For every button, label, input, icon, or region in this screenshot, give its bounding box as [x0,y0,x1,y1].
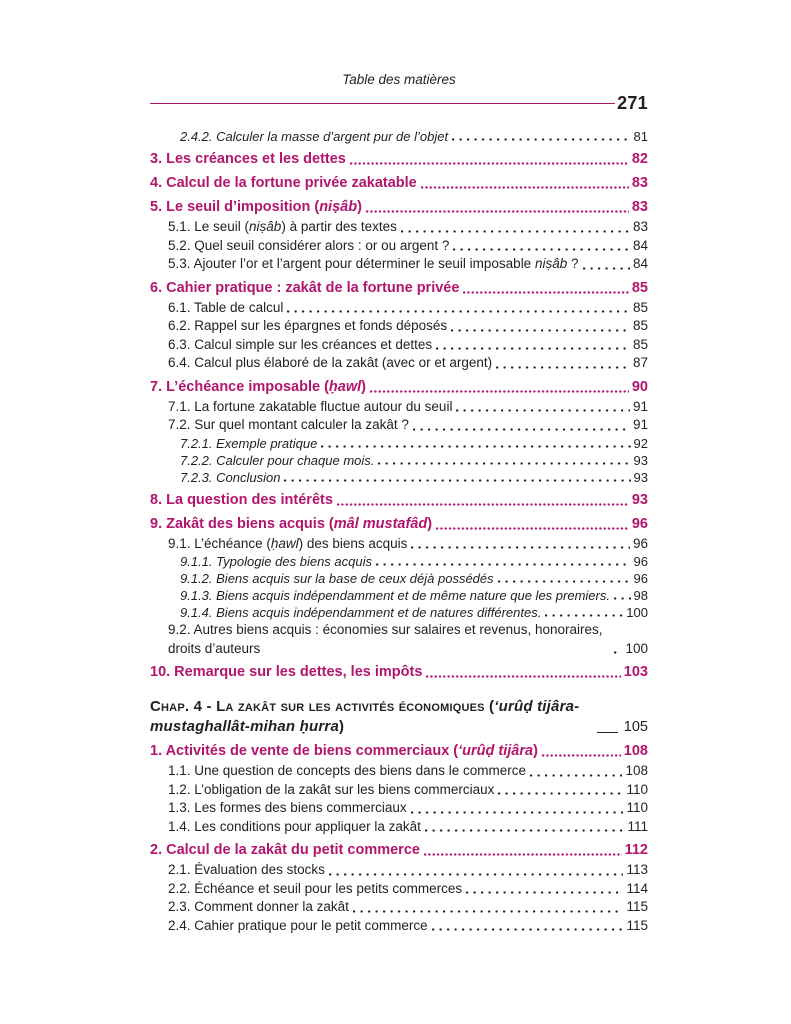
toc-entry [150,198,648,217]
toc-page-number: 110 [626,781,648,797]
toc-entry [150,452,648,469]
toc-entry-title: 9. Zakât des biens acquis (mâl mustafâd) [150,515,433,532]
toc-leader [451,329,630,332]
toc-page-number: 108 [623,743,648,759]
toc-entry-title: 2.4.2. Calculer la masse d’argent pur de l’objet [180,129,449,144]
toc-entry-title: 7.2.1. Exemple pratique [180,435,318,451]
toc-page-number: 81 [633,129,648,144]
toc-leader [452,138,630,141]
toc-page-number: 91 [632,417,648,432]
toc-leader [353,910,624,913]
toc-leader [466,891,623,894]
toc-leader [411,811,624,814]
toc-page-number: 85 [632,299,648,315]
toc-entry-title: 9.1. L’échéance (ḥawl) des biens acquis [168,535,408,551]
toc-page-number: 83 [632,219,648,234]
toc-entry-title: 5. Le seuil d’imposition (niṣâb) [150,199,362,215]
toc-entry [150,299,648,318]
toc-entry [150,742,648,761]
toc-entry [150,378,648,397]
toc-entry-title: 1. Activités de vente de biens commerciaux (‘urûḍ tijâra) [150,743,538,759]
toc-leader [436,527,629,530]
toc-entry [150,535,648,554]
toc-page-number: 100 [626,605,648,620]
toc-entry [150,237,648,256]
toc-entry-title: 2.3. Comment donner la zakât [168,899,349,914]
toc-page-number: 96 [631,515,648,532]
toc-leader [545,614,623,617]
toc-leader [370,390,629,393]
toc-page-number: 113 [626,862,648,877]
toc-leader [411,546,630,549]
toc-page-number: 87 [632,355,648,370]
toc-page-number: 84 [632,256,648,271]
toc-page-number: 82 [631,151,648,167]
toc-entry-title: 2.4. Cahier pratique pour le petit commerce [168,917,428,933]
toc-entry-title: 1.4. Les conditions pour appliquer la zakât [168,818,421,834]
toc-page-number: 110 [626,800,648,815]
toc-entry-title: 7.1. La fortune zakatable fluctue autour du seuil [168,398,453,414]
toc-entry-title: 6.3. Calcul simple sur les créances et dettes [168,336,433,352]
toc-page-number: 96 [633,554,648,569]
toc-leader [425,829,625,832]
toc-entry-title: 9.1.3. Biens acquis indépendamment et de même nature que les premiers. [180,588,610,603]
toc-leader [337,503,629,506]
toc-page-number: 84 [632,237,648,253]
toc-entry [150,174,648,193]
toc-page-number: 103 [623,664,648,680]
toc-entry-title: 7. L’échéance imposable (ḥawl) [150,378,366,395]
toc-entry-title: 5.1. Le seuil (niṣâb) à partir des textes [168,219,397,234]
toc-leader [424,853,622,856]
toc-entry [150,553,648,570]
toc-leader [413,428,630,431]
toc-entry [150,128,648,145]
toc-page-number: 92 [633,435,648,451]
toc-entry [150,317,648,336]
toc-entry-title: 9.1.1. Typologie des biens acquis [180,554,372,569]
toc-leader [287,310,630,313]
toc-entry [150,218,648,237]
toc-entry-title: 9.2. Autres biens acquis : économies sur salaires et revenus, honoraires, droits d’auteurs [168,622,603,656]
toc-leader [366,210,629,213]
toc-page-number: 112 [624,842,648,858]
toc-leader [498,580,631,583]
toc-entry [150,621,648,658]
toc-page-number: 85 [632,318,648,333]
toc-leader [614,597,631,600]
toc-page-number: 108 [625,763,648,778]
toc-page-number: 98 [633,588,648,603]
toc-page-number: 93 [633,452,648,468]
toc-entry [150,336,648,355]
toc-entry [150,435,648,452]
toc-leader [583,267,630,270]
toc-leader [284,479,630,482]
toc-entry-title: 2.1. Évaluation des stocks [168,862,325,877]
toc-page-number: 85 [631,279,648,296]
running-header [150,72,648,114]
toc-leader [453,248,630,251]
toc-leader [597,732,618,733]
toc-list [150,128,648,935]
toc-entry [150,604,648,621]
toc-chapter-heading [150,697,648,737]
folio-page-number: 271 [617,93,648,113]
toc-leader [530,774,623,777]
toc-entry-title: 5.3. Ajouter l’or et l’argent pour déterminer le seuil imposable niṣâb ? [168,256,579,271]
toc-entry-title: 1.1. Une question de concepts des biens dans le commerce [168,763,526,778]
toc-entry [150,799,648,818]
toc-entry-title: 7.2.3. Conclusion [180,469,281,485]
toc-entry-title: 3. Les créances et les dettes [150,151,346,167]
toc-entry-title: 1.3. Les formes des biens commerciaux [168,800,407,815]
toc-leader [401,230,630,233]
toc-entry-title: 2. Calcul de la zakât du petit commerce [150,842,420,858]
toc-entry [150,279,648,298]
toc-entry [150,818,648,837]
toc-leader [350,162,629,165]
toc-entry [150,781,648,800]
toc-page-number: 91 [632,398,648,414]
toc-page-number: 115 [626,917,648,933]
toc-entry [150,587,648,604]
toc-page-number: 96 [632,535,648,551]
toc-entry-title: 7.2.2. Calculer pour chaque mois. [180,452,375,468]
toc-page-number: 114 [626,880,648,896]
toc-leader [498,792,623,795]
toc-leader [463,291,628,294]
toc-entry [150,917,648,936]
toc-entry [150,469,648,486]
toc-entry [150,515,648,534]
toc-page-number: 93 [633,469,648,485]
toc-leader [614,651,622,654]
toc-entry [150,398,648,417]
toc-leader [421,186,629,189]
toc-entry [150,491,648,510]
toc-leader [432,928,624,931]
toc-page-number: 100 [625,640,648,656]
toc-entry-title: 10. Remarque sur les dettes, les impôts [150,664,423,680]
toc-entry-title: 8. La question des intérêts [150,491,333,508]
toc-entry [150,898,648,917]
toc-entry-title: 5.2. Quel seuil considérer alors : or ou argent ? [168,237,450,253]
toc-page-number: 93 [631,491,648,508]
toc-entry [150,663,648,682]
toc-entry [150,762,648,781]
toc-entry-title: 6.4. Calcul plus élaboré de la zakât (avec or et argent) [168,355,493,370]
toc-entry-title: 9.1.4. Biens acquis indépendamment et de natures différentes. [180,605,542,620]
toc-entry-title: 4. Calcul de la fortune privée zakatable [150,175,417,191]
toc-page-number: 90 [631,378,648,395]
toc-entry-title: 2.2. Échéance et seuil pour les petits commerces [168,880,463,896]
toc-entry-title: 7.2. Sur quel montant calculer la zakât ? [168,417,409,432]
toc-page-number: 105 [623,719,648,735]
toc-leader [426,675,620,678]
toc-leader [496,366,630,369]
toc-leader [321,445,630,448]
toc-page-number: 85 [632,336,648,352]
toc-entry-title: 6.2. Rappel sur les épargnes et fonds déposés [168,318,448,333]
toc-leader [376,563,631,566]
toc-leader [456,409,630,412]
toc-entry [150,150,648,169]
toc-entry-title: 6.1. Table de calcul [168,299,284,315]
toc-entry [150,416,648,435]
toc-entry-title: 6. Cahier pratique : zakât de la fortune privée [150,279,460,296]
toc-page-number: 83 [631,199,648,215]
toc-leader [436,347,630,350]
toc-page-number: 96 [633,571,648,586]
toc-entry [150,354,648,373]
toc-entry-title: Chap. 4 - La zakât sur les activités économiques (‘urûḍ tijâra-mustaghallât-mihan ḥurra) [150,698,580,735]
header-rule [150,103,615,104]
toc-page-number: 83 [631,175,648,191]
toc-entry [150,570,648,587]
toc-entry [150,861,648,880]
toc-entry [150,880,648,899]
toc-entry-title: 1.2. L’obligation de la zakât sur les biens commerciaux [168,781,495,797]
header-rule-row [150,93,648,114]
toc-leader [378,462,630,465]
toc-page-number: 111 [627,818,648,834]
toc-entry [150,841,648,860]
toc-entry [150,255,648,274]
toc-page-number: 115 [626,899,648,914]
toc-entry-title: 9.1.2. Biens acquis sur la base de ceux déjà possédés [180,571,494,586]
toc-leader [542,754,621,757]
toc-leader [329,873,624,876]
page-title: Table des matières [342,72,456,87]
